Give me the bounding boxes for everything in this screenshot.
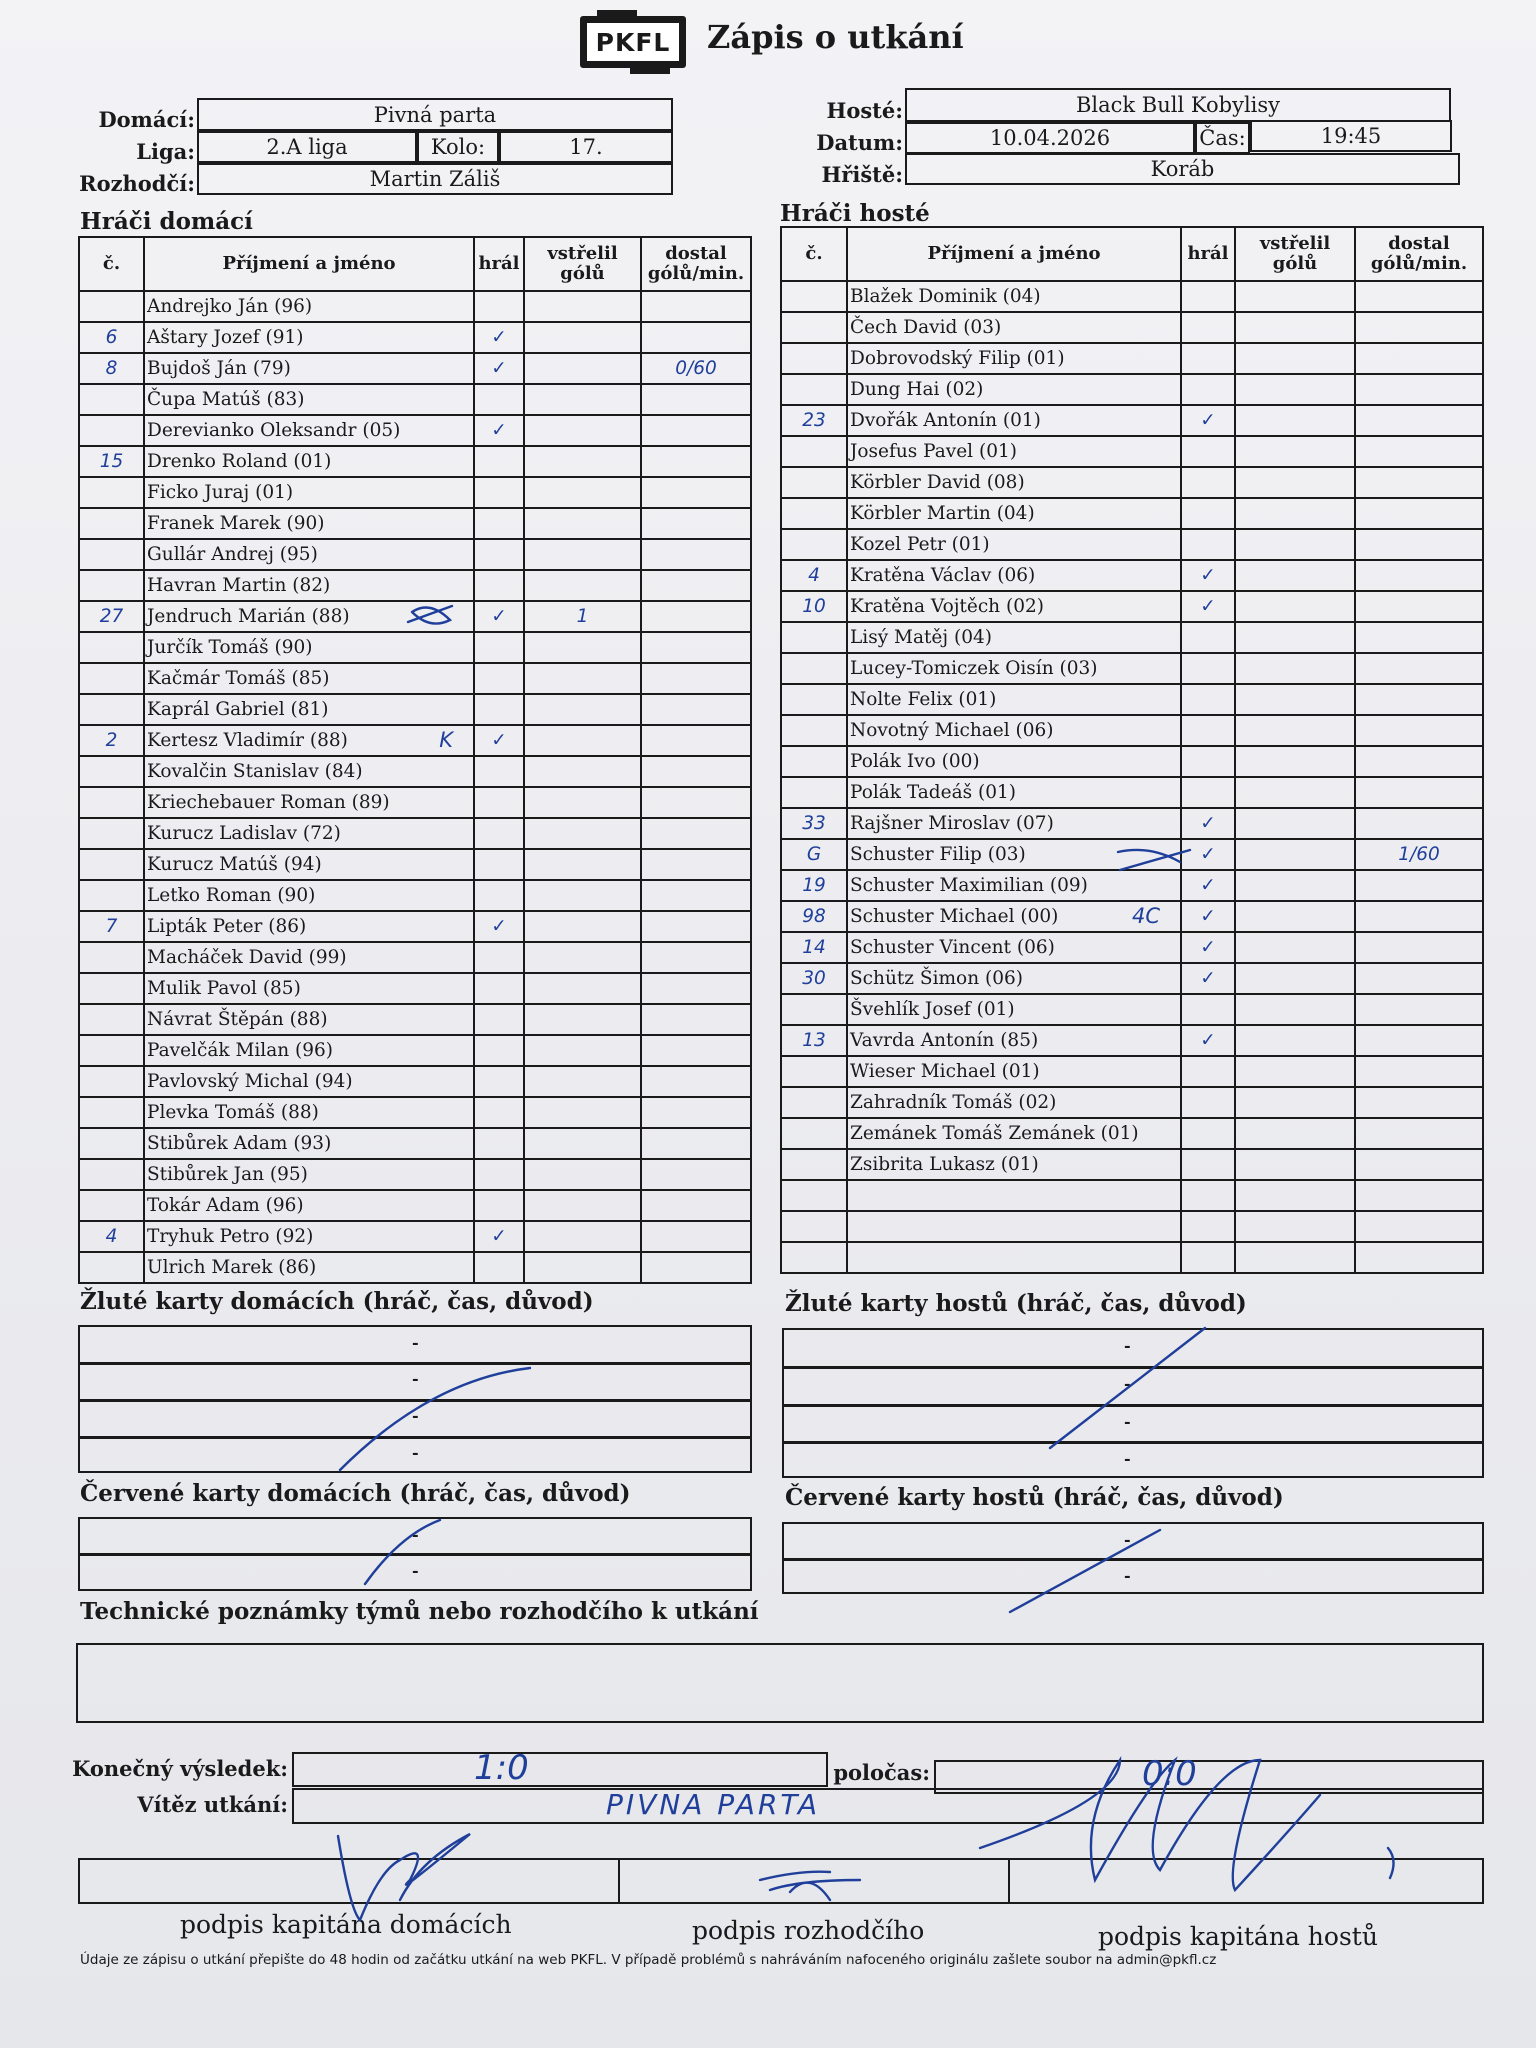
- player-name: Körbler Martin (04): [847, 498, 1181, 529]
- player-name: Stibůrek Adam (93): [144, 1128, 474, 1159]
- played-mark: ✓: [1181, 870, 1235, 901]
- col-played-header: hrál: [474, 237, 524, 291]
- away-players-title: Hráči hosté: [780, 200, 930, 227]
- dash: -: [1124, 1530, 1131, 1549]
- player-note: K: [439, 728, 453, 752]
- notes-title: Technické poznámky týmů nebo rozhodčího k utkání: [80, 1598, 759, 1625]
- away-captain-signature-label: podpis kapitána hostů: [1098, 1922, 1378, 1951]
- player-name: Kačmár Tomáš (85): [144, 663, 474, 694]
- player-name: Kratěna Václav (06): [847, 560, 1181, 591]
- col-name-header: Příjmení a jméno: [144, 237, 474, 291]
- yellow-cards-home-title: Žluté karty domácích (hráč, čas, důvod): [80, 1288, 594, 1315]
- player-name: Schütz Šimon (06): [847, 963, 1181, 994]
- player-number: 19: [781, 870, 847, 901]
- dash: -: [1124, 1449, 1131, 1468]
- player-name: Plevka Tomáš (88): [144, 1097, 474, 1128]
- player-name: Lisý Matěj (04): [847, 622, 1181, 653]
- player-name: Tryhuk Petro (92): [144, 1221, 474, 1252]
- player-name: Dung Hai (02): [847, 374, 1181, 405]
- referee-label: Rozhodčí:: [79, 171, 195, 196]
- player-name: Zemánek Tomáš Zemánek (01): [847, 1118, 1181, 1149]
- player-number: 7: [79, 911, 144, 942]
- played-mark: ✓: [1181, 963, 1235, 994]
- player-name: Kovalčin Stanislav (84): [144, 756, 474, 787]
- player-name: Čech David (03): [847, 312, 1181, 343]
- played-mark: ✓: [474, 322, 524, 353]
- player-name: Bujdoš Ján (79): [144, 353, 474, 384]
- player-name: Švehlík Josef (01): [847, 994, 1181, 1025]
- played-mark: ✓: [1181, 932, 1235, 963]
- player-name: Blažek Dominik (04): [847, 281, 1181, 312]
- dash: -: [412, 1525, 419, 1544]
- yellow-cards-away-title: Žluté karty hostů (hráč, čas, důvod): [785, 1290, 1247, 1317]
- player-name: Zahradník Tomáš (02): [847, 1087, 1181, 1118]
- col-scored-line2: gólů: [560, 263, 605, 284]
- halftime-label: poločas:: [833, 1760, 930, 1785]
- player-name: Schuster Maximilian (09): [847, 870, 1181, 901]
- red-home-strikethrough: [365, 1520, 440, 1584]
- player-number: 8: [79, 353, 144, 384]
- player-number: 98: [781, 901, 847, 932]
- date-label: Datum:: [816, 130, 903, 155]
- col-played-header: hrál: [1181, 227, 1235, 281]
- player-name: Schuster Vincent (06): [847, 932, 1181, 963]
- time-value: 19:45: [1250, 120, 1452, 152]
- player-name: Tokár Adam (96): [144, 1190, 474, 1221]
- player-name: Schuster Filip (03): [847, 839, 1181, 870]
- player-name: Drenko Roland (01): [144, 446, 474, 477]
- halftime-value: 0:0: [1142, 1754, 1197, 1794]
- player-name: Nolte Felix (01): [847, 684, 1181, 715]
- referee-signature: [760, 1872, 860, 1900]
- home-captain-signature-label: podpis kapitána domácích: [180, 1910, 512, 1939]
- yellow-home-strikethrough: [340, 1368, 530, 1470]
- dash: -: [1124, 1566, 1131, 1585]
- player-name: Pavlovský Michal (94): [144, 1066, 474, 1097]
- player-name: Josefus Pavel (01): [847, 436, 1181, 467]
- player-name: Havran Martin (82): [144, 570, 474, 601]
- player-name: Andrejko Ján (96): [144, 291, 474, 322]
- played-mark: ✓: [1181, 1025, 1235, 1056]
- league-value: 2.A liga: [197, 131, 417, 163]
- player-name: Wieser Michael (01): [847, 1056, 1181, 1087]
- player-name: Derevianko Oleksandr (05): [144, 415, 474, 446]
- col-number-header: č.: [79, 237, 144, 291]
- goals-scored: 1: [524, 601, 641, 632]
- player-number: 4: [79, 1221, 144, 1252]
- final-result-value: 1:0: [474, 1748, 529, 1788]
- home-players-title: Hráči domácí: [80, 208, 253, 235]
- player-number: G: [781, 839, 847, 870]
- player-number: 23: [781, 405, 847, 436]
- col-scored-line2: gólů: [1272, 253, 1318, 274]
- away-team-label: Hosté:: [826, 98, 903, 123]
- player-number: 13: [781, 1025, 847, 1056]
- played-mark: ✓: [1181, 405, 1235, 436]
- player-name: Vavrda Antonín (85): [847, 1025, 1181, 1056]
- played-mark: ✓: [1181, 901, 1235, 932]
- away-team-value: Black Bull Kobylisy: [905, 88, 1451, 122]
- red-cards-home-title: Červené karty domácích (hráč, čas, důvod): [80, 1480, 631, 1507]
- home-team-label: Domácí:: [98, 107, 195, 132]
- player-name: Dobrovodský Filip (01): [847, 343, 1181, 374]
- dash: -: [412, 1333, 419, 1352]
- player-number: 14: [781, 932, 847, 963]
- played-mark: ✓: [474, 415, 524, 446]
- player-name: Körbler David (08): [847, 467, 1181, 498]
- home-captain-signature: [338, 1834, 470, 1920]
- player-number: 6: [79, 322, 144, 353]
- player-name: Macháček David (99): [144, 942, 474, 973]
- player-name: Jendruch Marián (88): [144, 601, 474, 632]
- col-conceded-line2: gólů/min.: [647, 263, 745, 284]
- played-mark: ✓: [474, 725, 524, 756]
- dash: -: [412, 1369, 419, 1388]
- player-number: 10: [781, 591, 847, 622]
- player-number: 2: [79, 725, 144, 756]
- pkfl-logo: PKFL: [580, 16, 686, 68]
- player-name: Kriechebauer Roman (89): [144, 787, 474, 818]
- player-number: 15: [79, 446, 144, 477]
- col-scored-line1: vstřelil: [1259, 233, 1331, 254]
- dash: -: [1124, 1374, 1131, 1393]
- player-name: Schuster Michael (00) 4C: [847, 901, 1181, 932]
- played-mark: ✓: [1181, 591, 1235, 622]
- player-name: Kozel Petr (01): [847, 529, 1181, 560]
- player-name: Franek Marek (90): [144, 508, 474, 539]
- player-number: 30: [781, 963, 847, 994]
- goals-conceded: 0/60: [641, 353, 751, 384]
- final-result-label: Konečný výsledek:: [72, 1756, 288, 1781]
- player-name: Kertesz Vladimír (88) K: [144, 725, 474, 756]
- player-name: Stibůrek Jan (95): [144, 1159, 474, 1190]
- player-name: Aštary Jozef (91): [144, 322, 474, 353]
- player-name: Ulrich Marek (86): [144, 1252, 474, 1283]
- player-name: Mulik Pavol (85): [144, 973, 474, 1004]
- played-mark: ✓: [1181, 808, 1235, 839]
- time-label: Čas:: [1195, 122, 1250, 154]
- player-name: Dvořák Antonín (01): [847, 405, 1181, 436]
- player-name: Polák Tadeáš (01): [847, 777, 1181, 808]
- player-name: Novotný Michael (06): [847, 715, 1181, 746]
- played-mark: ✓: [1181, 560, 1235, 591]
- player-name: Kurucz Matúš (94): [144, 849, 474, 880]
- dash: -: [412, 1406, 419, 1425]
- red-away-strikethrough: [1010, 1530, 1160, 1612]
- dash: -: [1124, 1336, 1131, 1355]
- player-name: Kurucz Ladislav (72): [144, 818, 474, 849]
- home-marian-cross-mark: [408, 606, 452, 624]
- player-name: Lucey-Tomiczek Oisín (03): [847, 653, 1181, 684]
- player-name: Ficko Juraj (01): [144, 477, 474, 508]
- winner-value: PIVNA PARTA: [606, 1788, 821, 1821]
- footer-note: Údaje ze zápisu o utkání přepište do 48 hodin od začátku utkání na web PKFL. V případě problémů s nahráváním nafoceného originálu zašlete soubor na admin@pkfl.cz: [80, 1952, 1217, 1968]
- player-name: Letko Roman (90): [144, 880, 474, 911]
- col-scored-line1: vstřelil: [547, 243, 618, 264]
- player-number: 4: [781, 560, 847, 591]
- red-cards-away-title: Červené karty hostů (hráč, čas, důvod): [785, 1484, 1284, 1511]
- col-conceded-line1: dostal: [665, 243, 727, 264]
- away-captain-signature: [980, 1760, 1394, 1890]
- player-name: Gullár Andrej (95): [144, 539, 474, 570]
- col-name-header: Příjmení a jméno: [847, 227, 1181, 281]
- player-name: Čupa Matúš (83): [144, 384, 474, 415]
- date-value: 10.04.2026: [905, 122, 1195, 154]
- played-mark: ✓: [474, 353, 524, 384]
- home-team-value: Pivná parta: [197, 98, 673, 131]
- dash: -: [1124, 1412, 1131, 1431]
- referee-value: Martin Záliš: [197, 163, 673, 195]
- away-keeper-note-strike: [1118, 850, 1190, 870]
- player-number: 27: [79, 601, 144, 632]
- player-name: Polák Ivo (00): [847, 746, 1181, 777]
- player-name: Rajšner Miroslav (07): [847, 808, 1181, 839]
- played-mark: ✓: [474, 601, 524, 632]
- col-conceded-line2: gólů/min.: [1370, 253, 1468, 274]
- player-name: Pavelčák Milan (96): [144, 1035, 474, 1066]
- played-mark: ✓: [1181, 839, 1235, 870]
- winner-label: Vítěz utkání:: [137, 1792, 288, 1817]
- goals-conceded: 1/60: [1355, 839, 1483, 870]
- player-note: 4C: [1131, 904, 1160, 928]
- player-name: Kaprál Gabriel (81): [144, 694, 474, 725]
- col-number-header: č.: [781, 227, 847, 281]
- pitch-label: Hřiště:: [821, 162, 903, 187]
- player-name: Jurčík Tomáš (90): [144, 632, 474, 663]
- player-name: Kratěna Vojtěch (02): [847, 591, 1181, 622]
- col-conceded-line1: dostal: [1388, 233, 1450, 254]
- player-name: Návrat Štěpán (88): [144, 1004, 474, 1035]
- league-label: Liga:: [136, 139, 195, 164]
- referee-signature-label: podpis rozhodčího: [692, 1916, 925, 1945]
- round-value: 17.: [499, 131, 673, 163]
- round-label: Kolo:: [417, 131, 499, 163]
- document-title: Zápis o utkání: [707, 18, 964, 56]
- dash: -: [412, 1443, 419, 1462]
- player-name: Zsibrita Lukasz (01): [847, 1149, 1181, 1180]
- pitch-value: Koráb: [905, 153, 1460, 185]
- played-mark: ✓: [474, 911, 524, 942]
- player-number: 33: [781, 808, 847, 839]
- yellow-away-strikethrough: [1050, 1328, 1205, 1448]
- played-mark: ✓: [474, 1221, 524, 1252]
- player-name: Lipták Peter (86): [144, 911, 474, 942]
- dash: -: [412, 1561, 419, 1580]
